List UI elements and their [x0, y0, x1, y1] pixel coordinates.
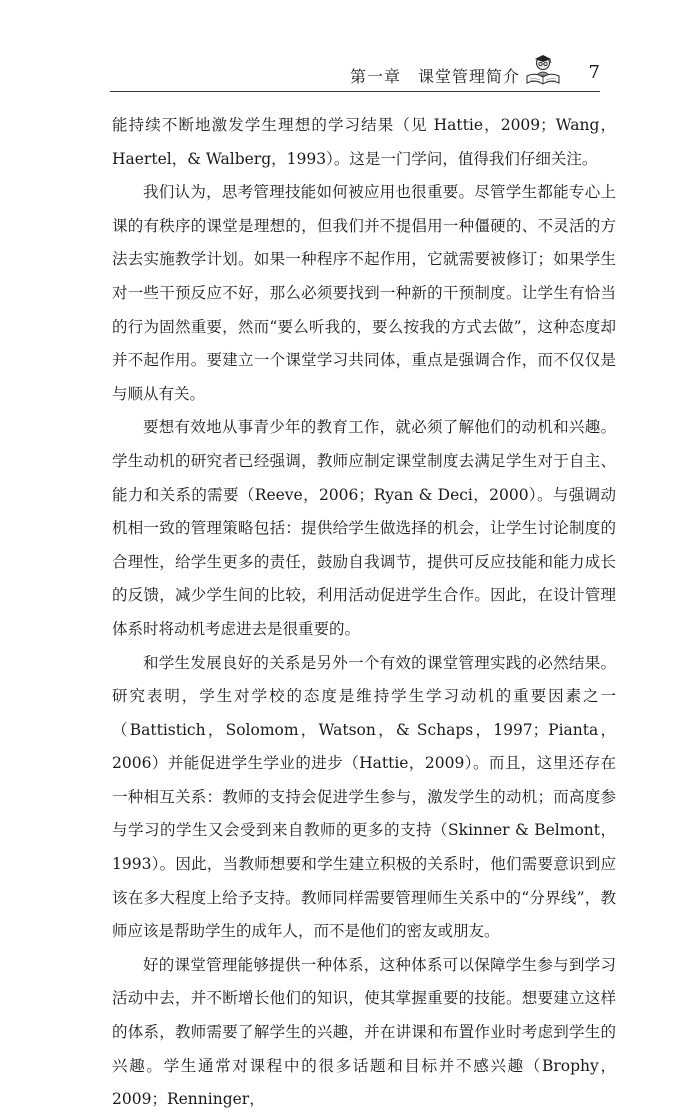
running-head: 第一章 课堂管理简介: [349, 67, 520, 86]
paragraph-1: 能持续不断地激发学生理想的学习结果（见 Hattie，2009；Wang，Haertel，& Walberg，1993）。这是一门学问，值得我们仔细关注。: [112, 116, 616, 168]
header-rule: [110, 91, 600, 92]
page-header: [110, 58, 600, 92]
paragraph-5: 好的课堂管理能够提供一种体系，这种体系可以保障学生参与到学习活动中去，并不断增长他们的知识，使其掌握重要的技能。想要建立这样的体系，教师需要了解学生的兴趣，并在讲课和布置作业时考虑到学生的兴趣。学生通常对课程中的很多话题和目标并不感兴趣（Brophy，2009；Renninger，: [112, 955, 616, 1109]
reading-student-icon: [524, 52, 562, 86]
body-text: [112, 109, 616, 1117]
paragraph-3: 要想有效地从事青少年的教育工作，就必须了解他们的动机和兴趣。学生动机的研究者已经强调，教师应制定课堂制度去满足学生对于自主、能力和关系的需要（Reeve，2006；Ryan & Deci，2000）。与强调动机相一致的管理策略包括：提供给学生做选择的机会，让学生讨论制度的合理性，给学生更多的责任，鼓励自我调节，提供可反应技能和能力成长的反馈，减少学生间的比较，利用活动促进学生合作。因此，在设计管理体系时将动机考虑进去是很重要的。: [112, 418, 616, 638]
page-number: 7: [588, 62, 600, 83]
paragraph-4: 和学生发展良好的关系是另外一个有效的课堂管理实践的必然结果。研究表明，学生对学校的态度是维持学生学习动机的重要因素之一（Battistich，Solomom，Watson，& Schaps，1997；Pianta，2006）并能促进学生学业的进步（Hattie，2009）。而且，这里还存在一种相互关系：教师的支持会促进学生参与，激发学生的动机；而高度参与学习的学生又会受到来自教师的更多的支持（Skinner & Belmont，1993）。因此，当教师想要和学生建立积极的关系时，他们需要意识到应该在多大程度上给予支持。教师同样需要管理师生关系中的“分界线”，教师应该是帮助学生的成年人，而不是他们的密友或朋友。: [112, 653, 616, 941]
paragraph-2: 我们认为，思考管理技能如何被应用也很重要。尽管学生都能专心上课的有秩序的课堂是理想的，但我们并不提倡用一种僵硬的、不灵活的方法去实施教学计划。如果一种程序不起作用，它就需要被修订；如果学生对一些干预反应不好，那么必须要找到一种新的干预制度。让学生有恰当的行为固然重要，然而“要么听我的，要么按我的方式去做”，这种态度却并不起作用。要建立一个课堂学习共同体，重点是强调合作，而不仅仅是与顺从有关。: [112, 183, 616, 403]
